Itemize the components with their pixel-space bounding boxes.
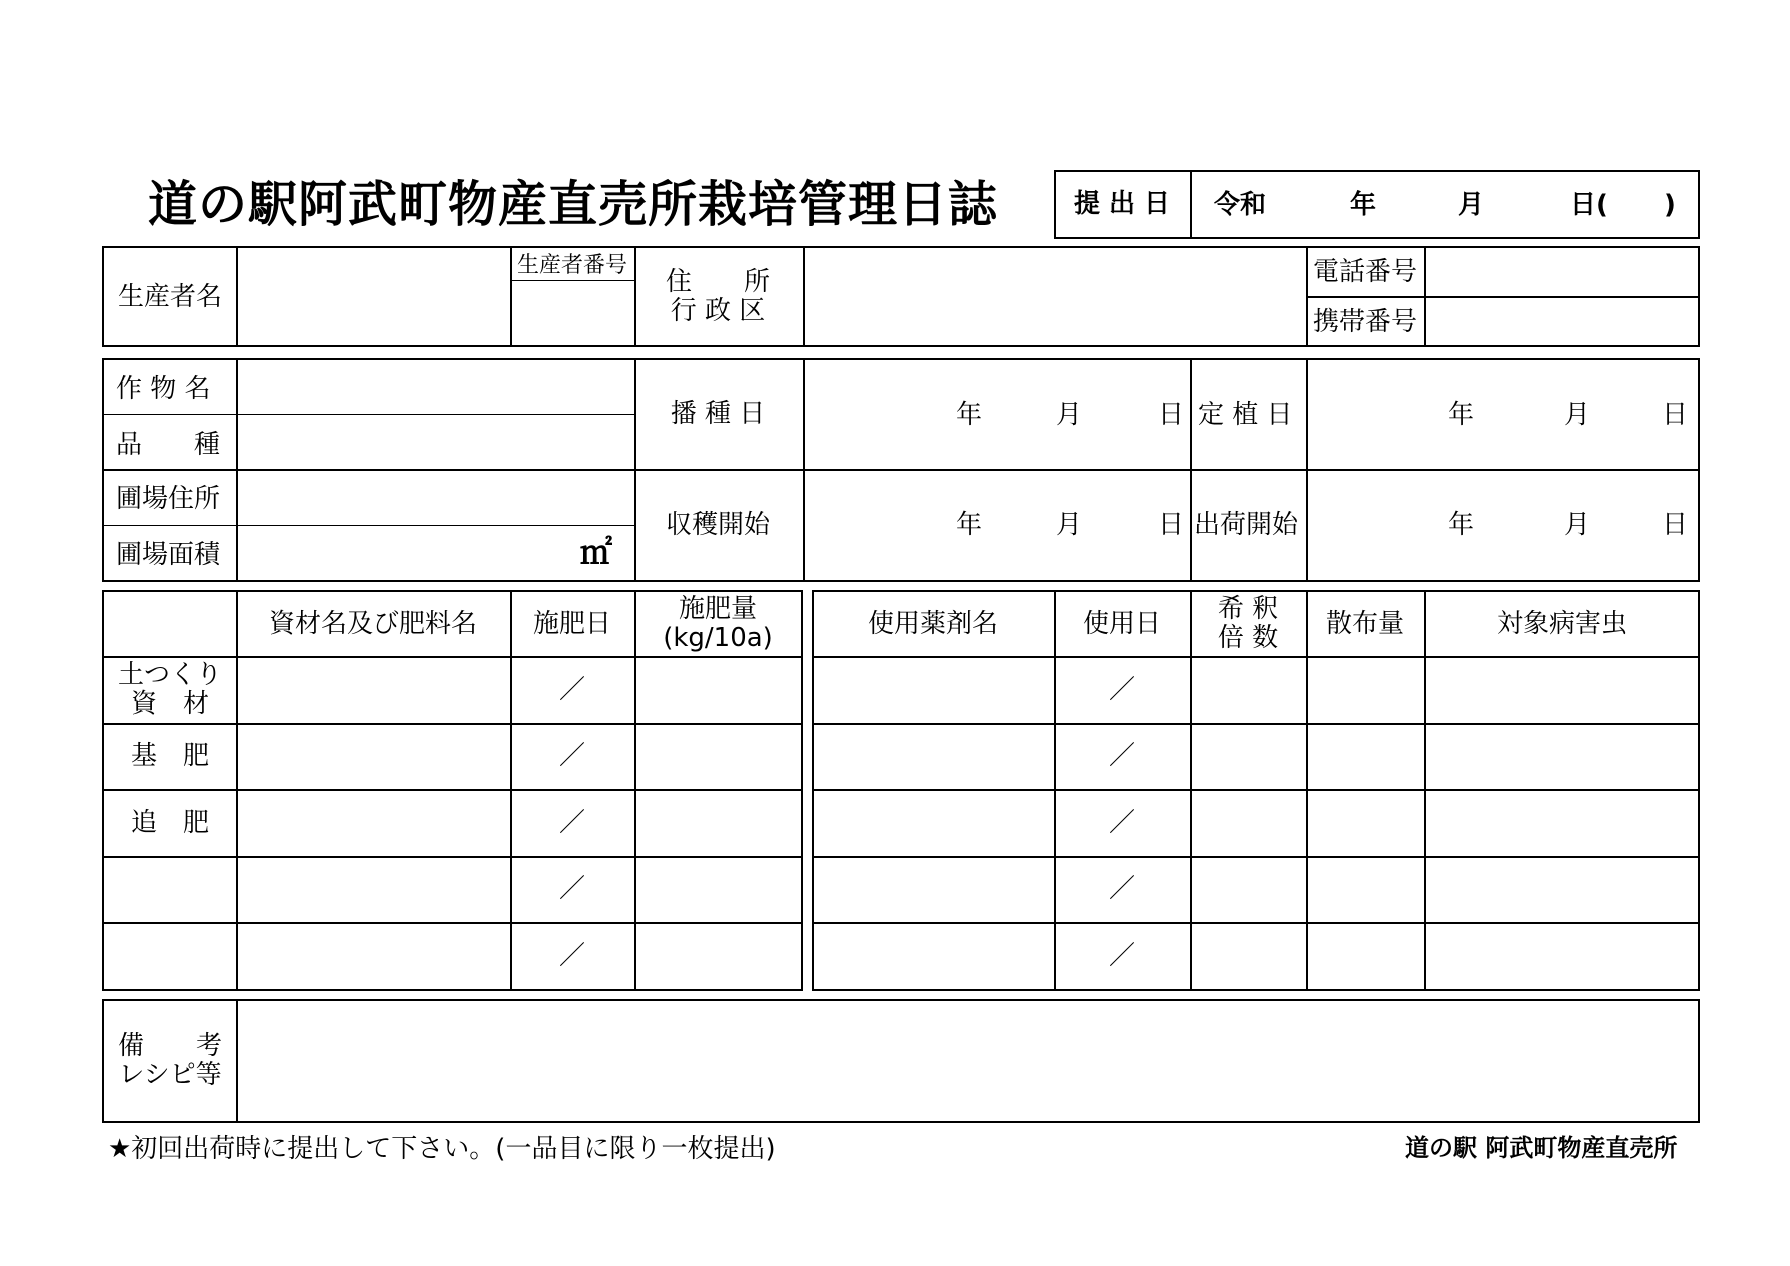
divider [102, 656, 803, 658]
planting-day-unit: 日 [1662, 400, 1689, 430]
variety-label: 品 種 [116, 430, 221, 460]
producer-number-label: 生産者番号 [516, 253, 628, 278]
sowing-date-input[interactable] [807, 362, 1187, 466]
field-area-input[interactable] [240, 528, 570, 578]
phone-label: 電話番号 [1312, 257, 1418, 287]
submit-era: 令和 [1214, 190, 1267, 220]
shipping-label: 出荷開始 [1194, 510, 1299, 540]
divider [634, 246, 636, 347]
harvest-day-unit: 日 [1158, 510, 1185, 540]
crop-name-label: 作 物 名 [116, 374, 211, 404]
pesticide-date-mark: ／ [1108, 808, 1136, 838]
field-address-label: 圃場住所 [116, 484, 221, 514]
footer-note: ★初回出荷時に提出して下さい。(一品目に限り一枚提出) [108, 1134, 776, 1164]
variety-input[interactable] [240, 417, 630, 467]
pesticide-date-mark: ／ [1108, 941, 1136, 971]
field-area-label: 圃場面積 [116, 540, 221, 570]
submit-month-unit: 月 [1458, 190, 1485, 220]
submit-year-input[interactable] [1240, 176, 1340, 232]
fertilizer-row-label: 追 肥 [130, 808, 210, 838]
planting-date-input[interactable] [1310, 362, 1696, 466]
crop-name-input[interactable] [240, 362, 630, 412]
pesticide-header-date: 使用日 [1082, 609, 1162, 639]
producer-name-input[interactable] [240, 250, 506, 344]
fertilizer-row-label: 土つくり 資 材 [117, 659, 223, 719]
pesticide-date-mark: ／ [1108, 741, 1136, 771]
planting-label: 定 植 日 [1198, 400, 1293, 430]
fertilizer-date-mark: ／ [558, 808, 586, 838]
pesticide-header-amount: 散布量 [1325, 609, 1405, 639]
mobile-input[interactable] [1428, 300, 1696, 344]
divider [510, 246, 512, 347]
pesticide-date-mark: ／ [1108, 874, 1136, 904]
harvest-date-input[interactable] [807, 473, 1187, 578]
divider [102, 469, 1700, 471]
submit-day-close: ) [1664, 190, 1676, 220]
planting-month-unit: 月 [1564, 400, 1591, 430]
field-address-input[interactable] [240, 473, 630, 523]
area-unit: ㎡ [580, 533, 613, 571]
divider [102, 525, 634, 526]
fertilizer-header-date: 施肥日 [532, 609, 612, 639]
address-label: 住 所 行 政 区 [665, 266, 771, 326]
divider [812, 656, 1700, 658]
fertilizer-date-mark: ／ [558, 941, 586, 971]
divider [102, 414, 634, 415]
divider [1190, 170, 1192, 239]
sowing-month-unit: 月 [1056, 400, 1083, 430]
phone-input[interactable] [1428, 250, 1696, 294]
producer-number-input[interactable] [514, 284, 630, 344]
mobile-label: 携帯番号 [1312, 307, 1418, 337]
page-title: 道の駅阿武町物産直売所栽培管理日誌 [148, 176, 999, 233]
pesticide-date-mark: ／ [1108, 675, 1136, 705]
footer-org: 道の駅 阿武町物産直売所 [1405, 1134, 1678, 1162]
divider [803, 246, 805, 347]
sowing-day-unit: 日 [1158, 400, 1185, 430]
fertilizer-header-amount: 施肥量 (kg/10a) [663, 593, 773, 653]
shipping-date-input[interactable] [1310, 473, 1696, 578]
planting-year-unit: 年 [1448, 400, 1475, 430]
divider [510, 280, 634, 281]
fertilizer-entry-area[interactable] [240, 660, 800, 988]
address-input[interactable] [807, 250, 1303, 344]
fertilizer-date-mark: ／ [558, 675, 586, 705]
divider [1306, 296, 1700, 298]
fertilizer-date-mark: ／ [558, 741, 586, 771]
harvest-year-unit: 年 [956, 510, 983, 540]
submit-month-input[interactable] [1380, 176, 1450, 232]
submit-day-unit: 日( [1570, 190, 1608, 220]
sowing-label: 播 種 日 [670, 399, 766, 429]
remarks-label: 備 考 レシピ等 [117, 1030, 223, 1090]
remarks-input[interactable] [240, 1003, 1696, 1119]
shipping-year-unit: 年 [1448, 510, 1475, 540]
producer-name-label: 生産者名 [117, 282, 223, 312]
pesticide-header-dilution: 希 釈 倍 数 [1217, 593, 1279, 653]
divider [236, 999, 238, 1123]
pesticide-header-name: 使用薬剤名 [867, 609, 999, 639]
pesticide-entry-area[interactable] [816, 660, 1696, 988]
submit-weekday-input[interactable] [1620, 176, 1660, 232]
fertilizer-row-label: 基 肥 [130, 741, 210, 771]
fertilizer-header-material: 資材名及び肥料名 [268, 609, 478, 639]
shipping-month-unit: 月 [1564, 510, 1591, 540]
submit-year-unit: 年 [1350, 190, 1377, 220]
fertilizer-date-mark: ／ [558, 874, 586, 904]
pesticide-header-target: 対象病害虫 [1496, 609, 1628, 639]
divider [236, 246, 238, 347]
harvest-month-unit: 月 [1056, 510, 1083, 540]
shipping-day-unit: 日 [1662, 510, 1689, 540]
sowing-year-unit: 年 [956, 400, 983, 430]
submit-day-input[interactable] [1490, 176, 1560, 232]
harvest-label: 収穫開始 [665, 510, 771, 540]
